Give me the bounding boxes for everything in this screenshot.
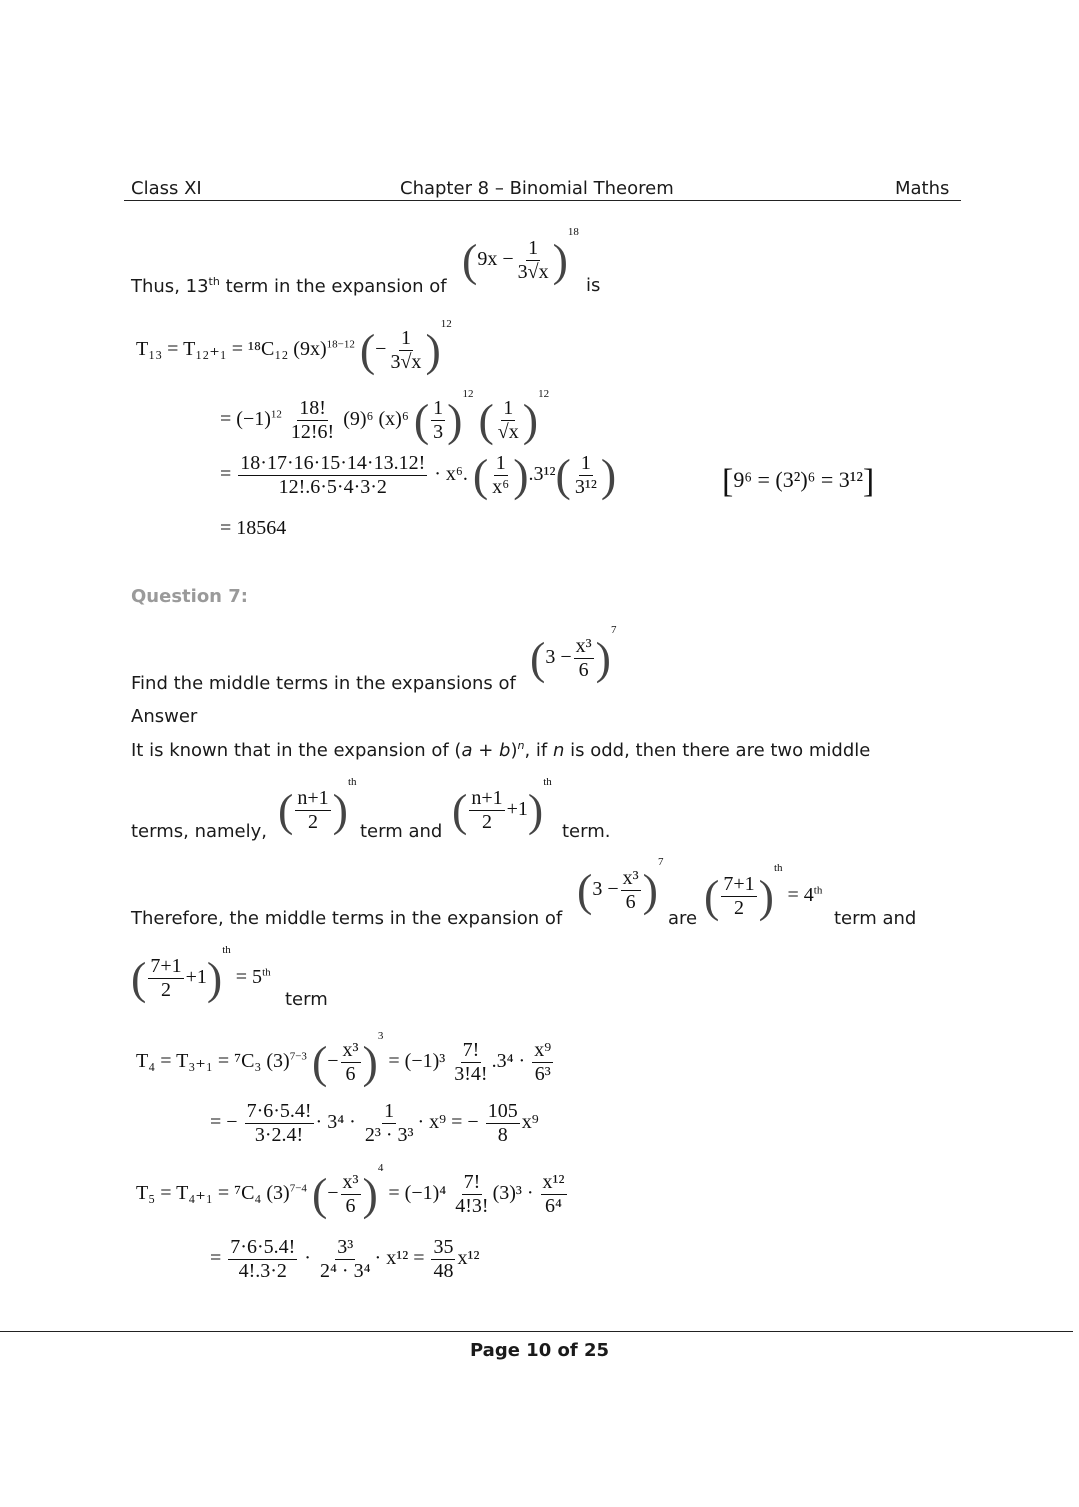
- t13-note: [9⁶ = (3²)⁶ = 3¹²]: [722, 463, 875, 500]
- question-text: Find the middle terms in the expansions of: [131, 673, 516, 694]
- footer-rule: [0, 1331, 1073, 1332]
- intro-text: Thus, 13th term in the expansion of: [131, 275, 447, 297]
- page-number: Page 10 of 25: [469, 1340, 610, 1361]
- t13-line2: = $(-1)^{12}$ $\frac{18!}{12!6!}$ (9)⁶ (x)⁶ ( $\frac{1}{3}$ )$^{12}$ ( $\frac{1}{√x}$ )$^{12}$: [220, 388, 550, 446]
- answer-label: Answer: [131, 706, 198, 727]
- t5-line1: T₅ = T₄₊₁ = ⁷C₄ $(3)^{7-4}$ (− $\frac{\text{x³}}{6}$ )$^4$ = (−1)⁴ $\frac{7!}{4!3!}$ (3)³ · $\frac{\text{x¹²}}{\text{6⁴}}$: [136, 1162, 565, 1220]
- therefore-termand: term and: [834, 908, 917, 929]
- frac-n-middle1: ( $\frac{n+1}{2}$ )$^{th}$: [278, 776, 357, 836]
- t13-result: = 18564: [220, 517, 287, 539]
- terms-namely: terms, namely,: [131, 821, 267, 842]
- frac7-fourth: ( $\frac{7+1}{2}$ )$^{th}$ = 4th: [704, 862, 823, 922]
- frac-n-middle2: ( $\frac{n+1}{2}$ +1)$^{th}$: [452, 776, 552, 836]
- header-chapter: Chapter 8 – Binomial Theorem: [400, 178, 674, 199]
- terms-and: term and: [360, 821, 443, 842]
- question-label: Question 7:: [131, 586, 248, 607]
- expr-binomial-7b: (3 − $\frac{\text{x³}}{6}$ )$^7$: [577, 856, 664, 916]
- terms-term: term.: [562, 821, 611, 842]
- header-class: Class XI: [131, 178, 202, 199]
- therefore-are: are: [668, 908, 698, 929]
- t13-line3: = $\frac{18\cdot 17\cdot 16\cdot 15\cdot 14\cdot 13.12!}{12!.6\cdot 5\cdot 4\cdot 3\cdot 2}$ · x⁶. ( $\frac{1}{\text{x⁶}}$ ).3¹²( $\frac{1}{\text{3¹²}}$ ): [220, 449, 617, 501]
- t4-line2: = − $\frac{7\cdot 6\cdot 5.4!}{3\cdot 2.4!}$ · 3⁴ · $\frac{1}{\text{2³ · 3³}}$ · x⁹ = − $\frac{105}{8}$ x⁹: [210, 1100, 539, 1146]
- expr-binomial-7: (3 − $\frac{\text{x³}}{6}$ )$^7$: [530, 624, 617, 684]
- t4-line1: T₄ = T₃₊₁ = ⁷C₃ $(3)^{7-3}$ (− $\frac{\text{x³}}{6}$ )$^3$ = (−1)³ $\frac{7!}{3!4!}$ .3⁴ · $\frac{\text{x⁹}}{\text{6³}}$: [136, 1030, 552, 1088]
- t5-line2: = $\frac{7\cdot 6\cdot 5.4!}{4!.3\cdot 2}$ · $\frac{\text{3³}}{\text{2⁴ · 3⁴}}$ · x¹² = $\frac{35}{48}$ x¹²: [210, 1236, 480, 1282]
- therefore-text: Therefore, the middle terms in the expansion of: [131, 908, 563, 929]
- expr-binomial-18: (9x − $\frac{1}{3√x}$ )$^{18}$: [462, 226, 579, 286]
- header-rule: [124, 200, 961, 201]
- fifth-term-label: term: [285, 989, 328, 1010]
- intro-is: is: [586, 275, 601, 296]
- known-text: It is known that in the expansion of $(a + b)^n$, if n is odd, then there are two middle: [131, 739, 871, 761]
- t13-line1: T₁₃ = T₁₂₊₁ = ¹⁸C₁₂ $(9x)^{18-12}$ (− $\frac{1}{3√x}$ )$^{12}$: [136, 318, 452, 376]
- frac7-fifth: ( $\frac{7+1}{2}$ +1)$^{th}$ = 5th: [131, 944, 271, 1004]
- header-subject: Maths: [895, 178, 950, 199]
